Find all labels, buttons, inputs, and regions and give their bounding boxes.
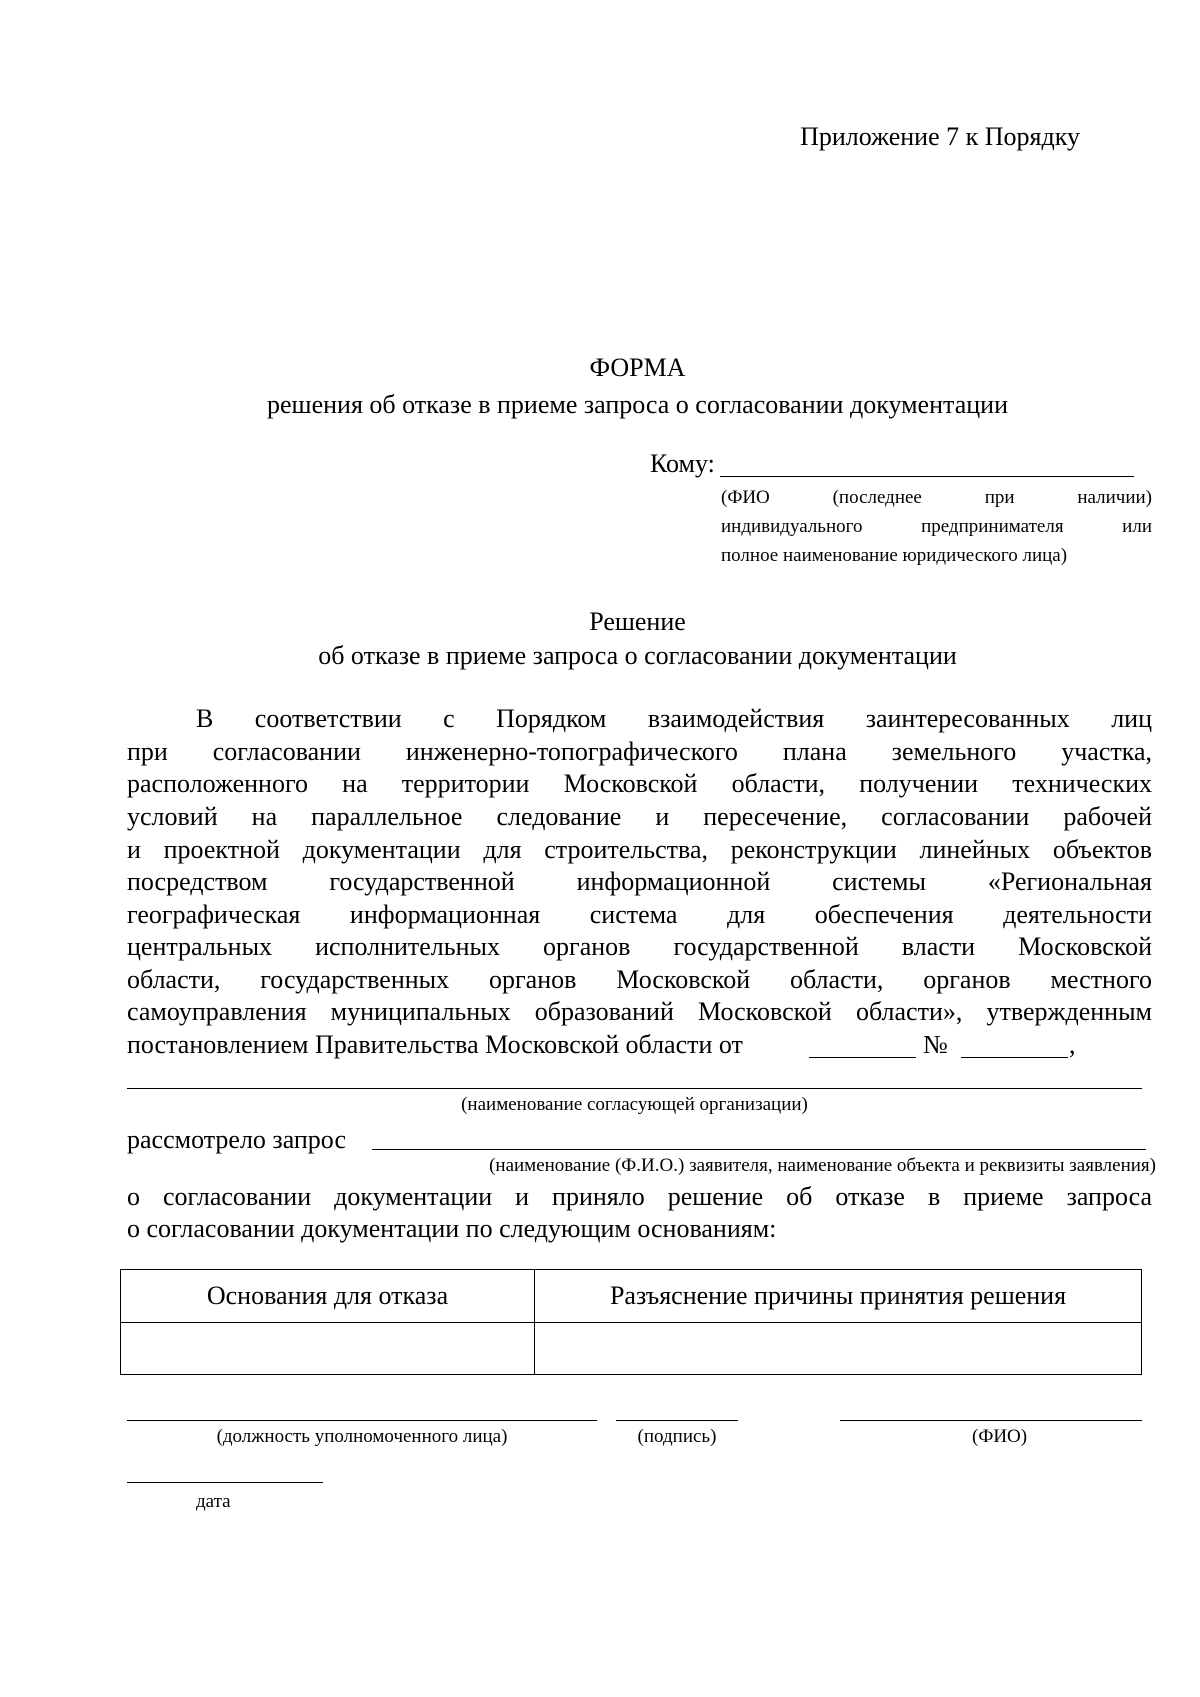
body-line: области, государственных органов Московской области, органов местного (127, 965, 1152, 994)
applicant-caption: (наименование (Ф.И.О.) заявителя, наименование объекта и реквизиты заявления) (489, 1155, 1156, 1176)
comma: , (1069, 1030, 1076, 1059)
addressee-hint-1: (ФИО (последнее при наличии) (721, 487, 1152, 508)
body-line: условий на параллельное следование и пересечение, согласовании рабочей (127, 802, 1152, 831)
reviewed-label: рассмотрело запрос (127, 1125, 346, 1154)
number-sign: № (923, 1030, 948, 1059)
decision-subheading: об отказе в приеме запроса о согласовании документации (318, 641, 957, 670)
refusal-reasons-table (120, 1269, 1142, 1375)
addressee-field[interactable] (720, 476, 1134, 477)
resolution-date-field[interactable] (809, 1057, 916, 1058)
addressee-hint-3: полное наименование юридического лица) (721, 545, 1068, 566)
organization-field[interactable] (127, 1088, 1142, 1089)
organization-caption: (наименование согласующей организации) (461, 1094, 808, 1115)
body-line: и проектной документации для строительства, реконструкции линейных объектов (127, 835, 1152, 864)
form-subtitle: решения об отказе в приеме запроса о согласовании документации (267, 390, 1008, 419)
date-field[interactable] (127, 1482, 323, 1483)
conclusion-line: о согласовании документации и приняло решение об отказе в приеме запроса (127, 1182, 1152, 1211)
explanation-cell[interactable] (535, 1323, 1142, 1375)
signature-field[interactable] (616, 1420, 738, 1421)
decision-heading: Решение (589, 607, 686, 636)
body-line: самоуправления муниципальных образований Московской области», утвержденным (127, 997, 1152, 1026)
resolution-number-field[interactable] (961, 1057, 1068, 1058)
body-line: центральных исполнительных органов государственной власти Московской (127, 932, 1152, 961)
addressee-label: Кому: (650, 449, 715, 478)
applicant-field[interactable] (372, 1149, 1146, 1150)
resolution-reference-label: постановлением Правительства Московской области от (127, 1030, 743, 1059)
addressee-hint-2: индивидуального предпринимателя или (721, 516, 1152, 537)
position-field[interactable] (127, 1420, 597, 1421)
body-line: географическая информационная система для обеспечения деятельности (127, 900, 1152, 929)
appendix-reference: Приложение 7 к Порядку (800, 122, 1080, 151)
body-line: расположенного на территории Московской области, получении технических (127, 769, 1152, 798)
body-line: В соответствии с Порядком взаимодействия заинтересованных лиц (196, 704, 1152, 733)
form-title: ФОРМА (589, 353, 686, 382)
date-caption: дата (196, 1491, 231, 1512)
column-header-explanation: Разъяснение причины принятия решения (535, 1270, 1142, 1323)
position-caption: (должность уполномоченного лица) (216, 1426, 508, 1447)
table-header-row (121, 1270, 1142, 1323)
table-row (121, 1323, 1142, 1375)
column-header-reasons: Основания для отказа (121, 1270, 535, 1323)
signature-caption: (подпись) (637, 1426, 717, 1447)
body-line: при согласовании инженерно-топографического плана земельного участка, (127, 737, 1152, 766)
conclusion-line: о согласовании документации по следующим основаниям: (127, 1214, 777, 1243)
full-name-field[interactable] (840, 1420, 1142, 1421)
full-name-caption: (ФИО) (972, 1426, 1028, 1447)
reason-cell[interactable] (121, 1323, 535, 1375)
body-line: посредством государственной информационной системы «Региональная (127, 867, 1152, 896)
